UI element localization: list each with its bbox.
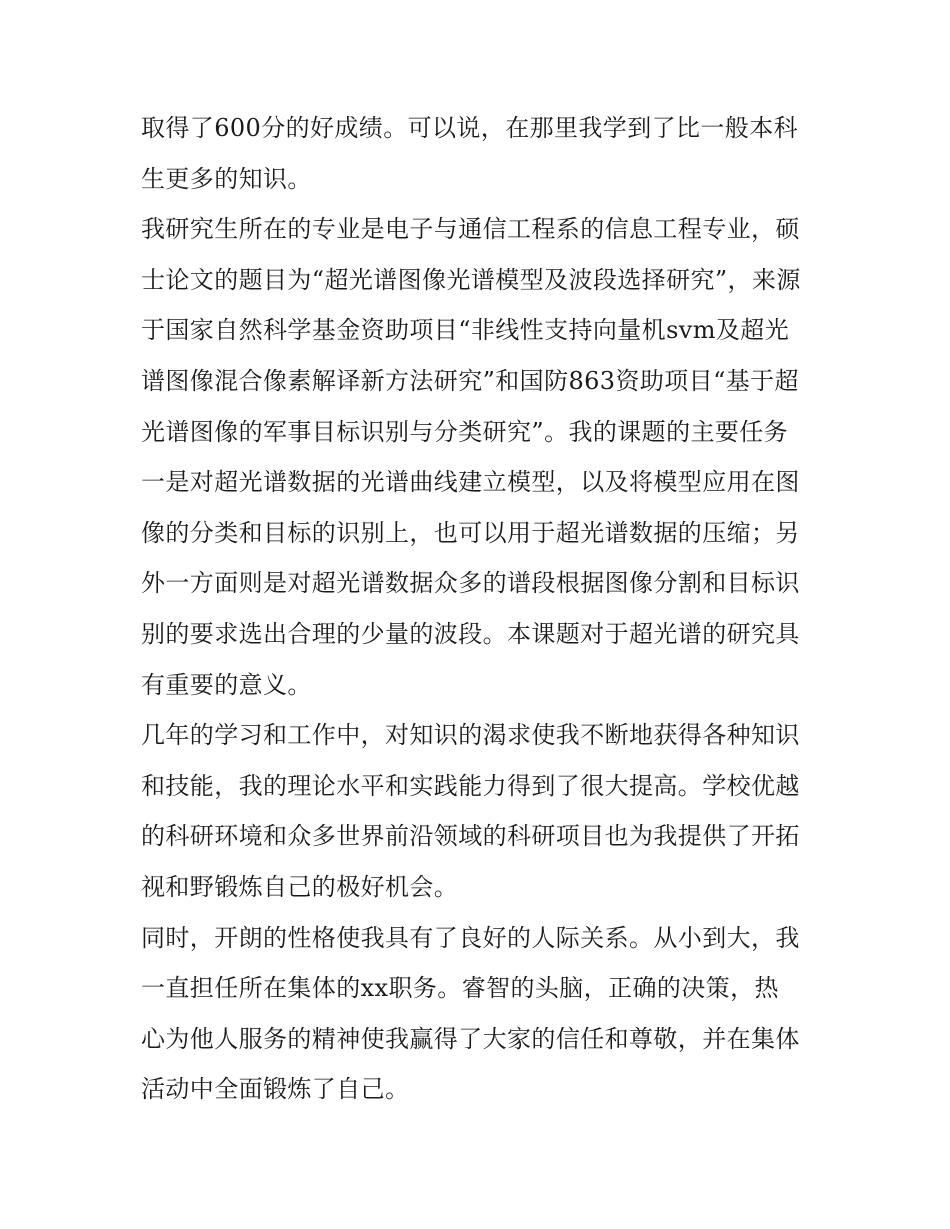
text-line: 活动中全面锻炼了自己。 [141,1075,410,1104]
text-line: 生更多的知识。 [141,164,312,193]
text-line: 视和野锻炼自己的极好机会。 [141,872,459,901]
paragraph-4 [141,913,831,1115]
paragraph-2 [141,204,831,710]
text-line: 和技能，我的理论水平和实践能力得到了很大提高。学校优越 [141,771,800,800]
text-line: 一直担任所在集体的xx职务。睿智的头脑，正确的决策，热 [141,974,779,1003]
paragraph-3 [141,710,831,912]
text-line: 谱图像混合像素解译新方法研究”和国防863资助项目“基于超 [141,366,799,395]
text-line: 一是对超光谱数据的光谱曲线建立模型，以及将模型应用在图 [141,468,800,497]
text-line: 的科研环境和众多世界前沿领域的科研项目也为我提供了开拓 [141,822,800,851]
text-line: 我研究生所在的专业是电子与通信工程系的信息工程专业，硕 [141,215,800,244]
text-line: 别的要求选出合理的少量的波段。本课题对于超光谱的研究具 [141,619,800,648]
text-line: 取得了600分的好成绩。可以说，在那里我学到了比一般本科 [141,114,799,142]
text-line: 士论文的题目为“超光谱图像光谱模型及波段选择研究”，来源 [141,265,801,294]
text-line: 有重要的意义。 [141,670,312,699]
text-line: 心为他人服务的精神使我赢得了大家的信任和尊敬，并在集体 [141,1024,800,1053]
text-line: 外一方面则是对超光谱数据众多的谱段根据图像分割和目标识 [141,569,800,598]
text-line: 像的分类和目标的识别上，也可以用于超光谱数据的压缩；另 [141,518,800,547]
paragraph-1 [141,103,831,204]
text-line: 几年的学习和工作中，对知识的渴求使我不断地获得各种知识 [141,721,800,750]
text-line: 同时，开朗的性格使我具有了良好的人际关系。从小到大，我 [141,923,800,952]
text-line: 光谱图像的军事目标识别与分类研究”。我的课题的主要任务 [141,417,789,446]
text-line: 于国家自然科学基金资助项目“非线性支持向量机svm及超光 [141,316,790,345]
document-body [141,103,831,1115]
